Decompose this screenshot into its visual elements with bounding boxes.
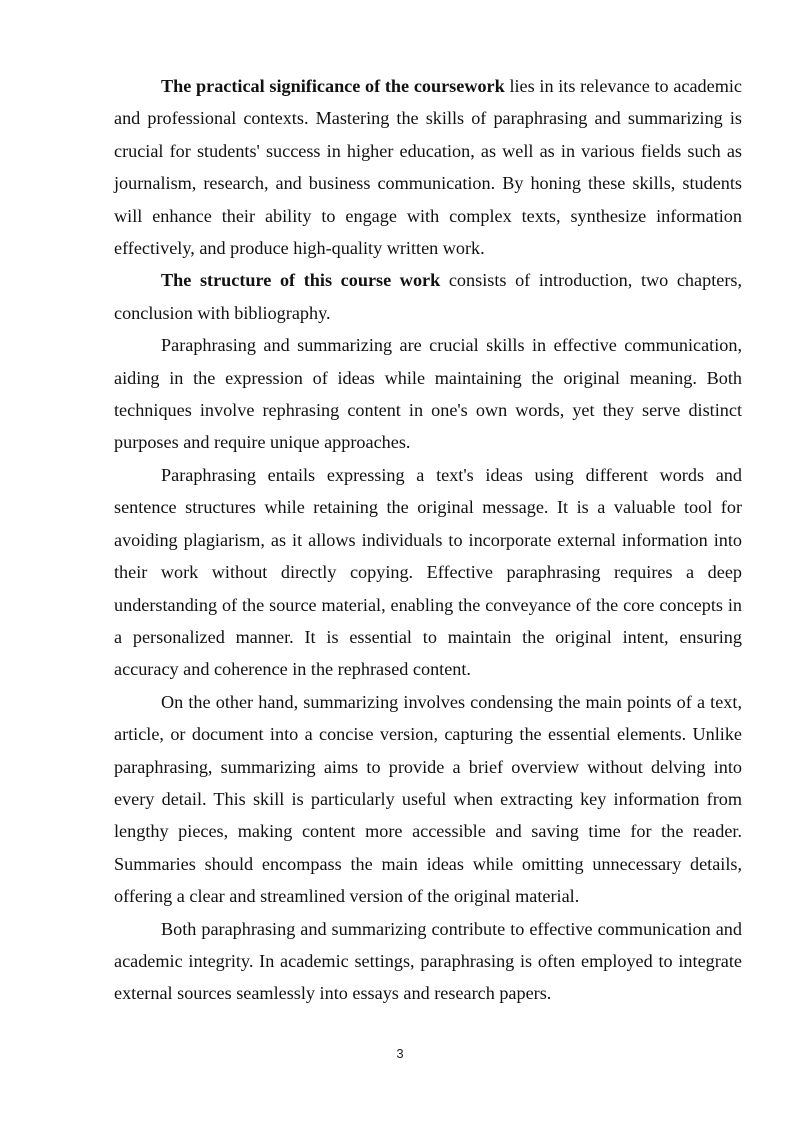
paragraph-summarizing xyxy=(114,686,742,913)
paragraph-text: Paraphrasing and summarizing are crucial skills in effective communication, aiding in the expression of ideas while maintaining the original meaning. Both techniques involve rephrasing content in one's own words, yet they serve distinct purposes and require unique approaches. xyxy=(114,335,742,453)
paragraph-structure xyxy=(114,264,742,329)
paragraph-intro-skills xyxy=(114,329,742,459)
page-number: 3 xyxy=(396,1046,404,1061)
paragraph-text: On the other hand, summarizing involves condensing the main points of a text, article, or document into a concise version, capturing the essential elements. Unlike paraphrasing, summarizing aims to provide a brief overview without delving into every detail. This skill is particularly useful when extracting key information from lengthy pieces, making content more accessible and saving time for the reader. Summaries should encompass the main ideas while omitting unnecessary details, offering a clear and streamlined version of the original material. xyxy=(114,691,742,907)
body-text xyxy=(114,70,742,1010)
paragraph-heading: The practical significance of the coursework xyxy=(161,76,505,96)
paragraph-text: consists of introduction, two chapters, conclusion with bibliography. xyxy=(114,270,743,323)
paragraph-text: Both paraphrasing and summarizing contribute to effective communication and academic integrity. In academic settings, paraphrasing is often employed to integrate external sources seamlessly into essays and research papers. xyxy=(114,918,742,1004)
paragraph-paraphrasing xyxy=(114,459,742,686)
paragraph-heading: The structure of this course work xyxy=(161,270,441,291)
paragraph-text: lies in its relevance to academic and professional contexts. Mastering the skills of paraphrasing and summarizing is crucial for students' success in higher education, as well as in various fields such as journalism, research, and business communication. By honing these skills, students will enhance their ability to engage with complex texts, synthesize information effectively, and produce high-quality written work. xyxy=(114,76,742,259)
paragraph-practical-significance xyxy=(114,70,742,264)
paragraph-both xyxy=(114,913,742,1010)
paragraph-text: Paraphrasing entails expressing a text's ideas using different words and sentence structures while retaining the original message. It is a valuable tool for avoiding plagiarism, as it allows individuals to incorporate external information into their work without directly copying. Effective paraphrasing requires a deep understanding of the source material, enabling the conveyance of the core concepts in a personalized manner. It is essential to maintain the original intent, ensuring accuracy and coherence in the rephrased content. xyxy=(114,464,742,680)
